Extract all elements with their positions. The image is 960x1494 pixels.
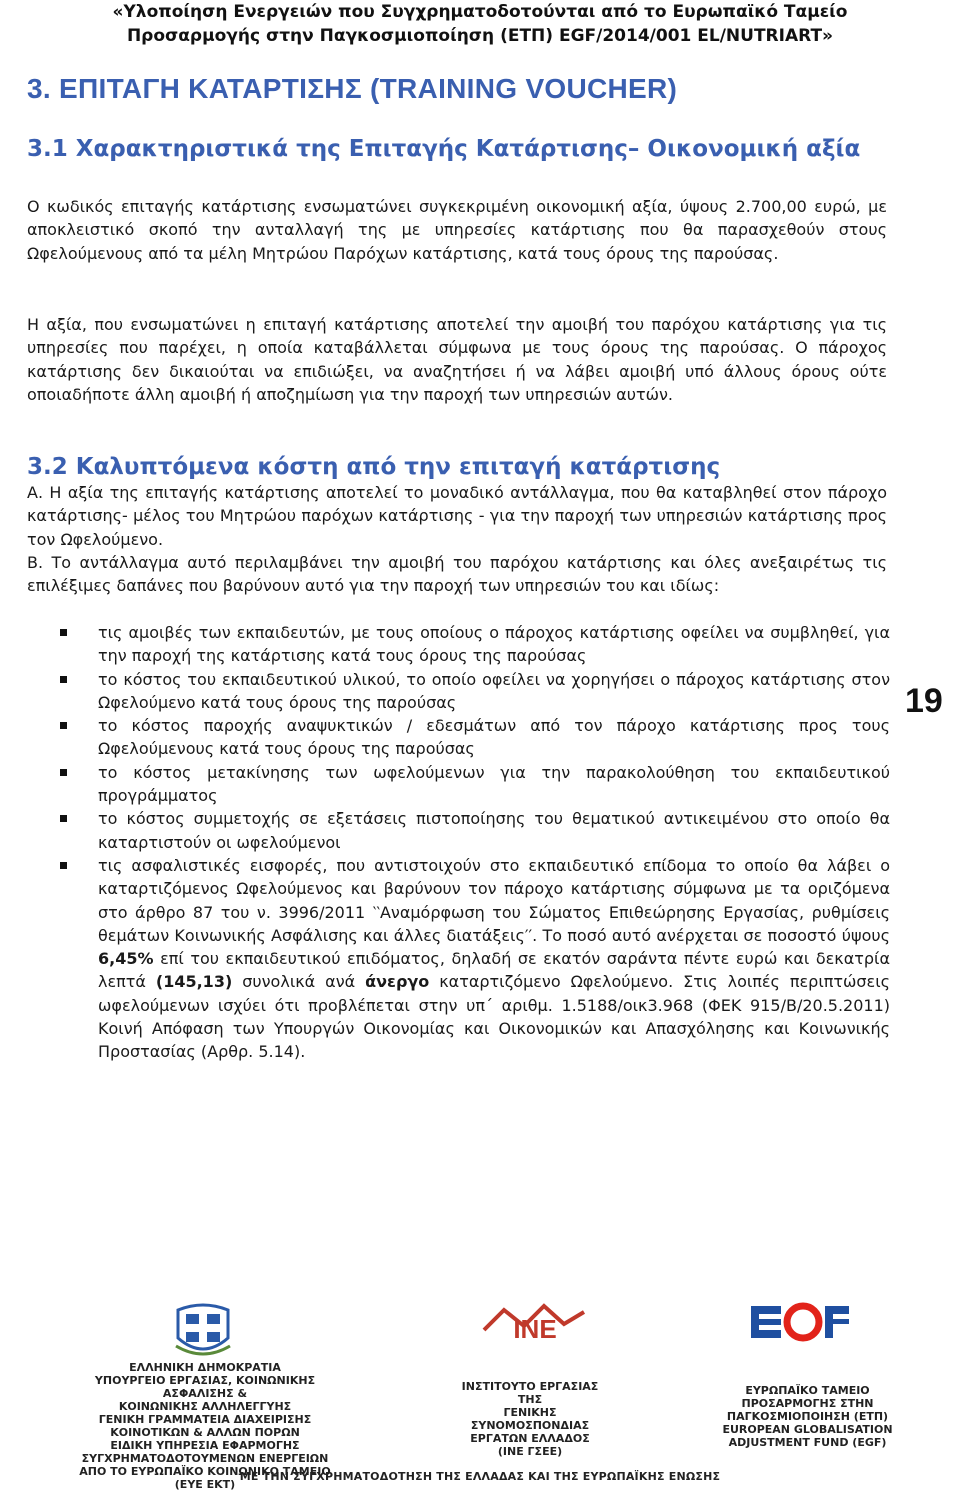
list-item [60,761,890,808]
list-item-insurance [60,854,890,1064]
ine-text-line: ΤΗΣ [517,1393,543,1406]
gov-text-line: ΕΙΔΙΚΗ ΥΠΗΡΕΣΙΑ ΕΦΑΡΜΟΓΗΣ [110,1439,300,1452]
insurance-percent: 6,45% [98,949,154,969]
paragraph-b: Β. Το αντάλλαγμα αυτό περιλαμβάνει την αμοιβή του παρόχου κατάρτισης και όλες ανεξαιρέτως τις επιλέξιμες δαπάνες που βαρύνουν αυτό για την παροχή των υπηρεσιών του και ιδίως: [27,553,887,596]
list-item [60,668,890,715]
ine-text-line: ΕΡΓΑΤΩΝ ΕΛΛΑΔΟΣ [470,1432,590,1445]
gov-text-line: ΣΥΓΧΡΗΜΑΤΟΔΟΤΟΥΜΕΝΩΝ ΕΝΕΡΓΕΙΩΝ [81,1452,329,1465]
insurance-text-2: επί του εκπαιδευτικού επιδόματος, δηλαδή σε εκατόν σαράντα πέντε ευρώ και δεκατρία λεπτά [98,949,891,992]
document-header [0,0,960,48]
paragraph-a: Α. Η αξία της επιταγής κατάρτισης αποτελεί το μοναδικό αντάλλαγμα, που θα καταβληθεί στον πάροχο κατάρτισης- μέλος του Μητρώου παρόχων κατάρτισης - για την παροχή των υπηρεσιών κατάρτισης προς τον Ωφελούμενο. [27,483,887,549]
list-item [60,807,890,854]
gov-text-line: ΓΕΝΙΚΗ ΓΡΑΜΜΑΤΕΙΑ ΔΙΑΧΕΙΡΙΣΗΣ [98,1413,312,1426]
gov-text-line: ΚΟΙΝΟΤΙΚΩΝ & ΑΛΛΩΝ ΠΟΡΩΝ [110,1426,300,1439]
bullet-icon [60,815,67,822]
egf-text-line: ΕΥΡΩΠΑΪΚΟ ΤΑΜΕΙΟ [745,1384,870,1397]
covered-costs-list [60,621,890,1064]
section-3-2-title: 3.2 Καλυπτόμενα κόστη από την επιταγή κατάρτισης [27,454,721,480]
section-3-1-title: 3.1 Χαρακτηριστικά της Επιταγής Κατάρτισης– Οικονομική αξία [27,136,861,162]
gov-text-line: ΚΟΙΝΩΝΙΚΗΣ ΑΛΛΗΛΕΓΓΥΗΣ [118,1400,292,1413]
page-number: 19 [905,682,943,720]
egf-text-line: ADJUSTMENT FUND (EGF) [728,1436,887,1449]
greek-emblem-logo [172,1302,234,1358]
ine-text-line: ΓΕΝΙΚΗΣ [503,1406,557,1419]
bullet-icon [60,629,67,636]
insurance-text-3: συνολικά ανά [242,972,356,992]
insurance-text-1: τις ασφαλιστικές εισφορές, που αντιστοιχούν στο εκπαιδευτικό επίδομα το οποίο θα λάβει ο καταρτιζόμενος Ωφελούμενος και βαρύνουν τον πάροχο κατάρτισης σύμφωνα με τα οριζόμενα στο άρθρο 87 του ν. 3996/2011 ‵‵Αναμόρφωση του Σώματος Επιθεώρησης Εργασίας, ρυθμίσεις θεμάτων Κοινωνικής Ασφάλισης και άλλες διατάξεις′′. Το ποσό αυτό ανέρχεται σε ποσοστό ύψους [98,855,890,945]
section-3-title: 3. ΕΠΙΤΑΓΗ ΚΑΤΑΡΤΙΣΗΣ (TRAINING VOUCHER) [27,73,678,104]
cofunding-statement: ΜΕ ΤΗΝ ΣΥΓΧΡΗΜΑΤΟΔΟΤΗΣΗ ΤΗΣ ΕΛΛΑΔΑΣ ΚΑΙ ΤΗΣ ΕΥΡΩΠΑΪΚΗΣ ΕΝΩΣΗΣ [239,1470,721,1483]
egf-text-line: ΠΑΓΚΟΣΜΙΟΠΟΙΗΣΗ (ΕΤΠ) [726,1410,889,1423]
gov-text-line: ΑΠΟ ΤΟ ΕΥΡΩΠΑΪΚΟ ΚΟΙΝΩΝΙΚΟ ΤΑΜΕΙΟ [79,1465,331,1478]
list-item [60,714,890,761]
list-item-text: τις αμοιβές των εκπαιδευτών, με τους οποίους ο πάροχος κατάρτισης οφείλει να συμβληθεί, για την παροχή της κατάρτισης κατά τους όρους της παρούσας [98,623,890,666]
gov-text-line: (ΕΥΕ ΕΚΤ) [174,1478,236,1491]
bullet-icon [60,769,67,776]
gov-text-line: ΕΛΛΗΝΙΚΗ ΔΗΜΟΚΡΑΤΙΑ [129,1361,281,1374]
insurance-amount: (145,13) [155,972,233,992]
bullet-icon [60,862,67,869]
paragraph-voucher-value: Ο κωδικός επιταγής κατάρτισης ενσωματώνει συγκεκριμένη οικονομική αξία, ύψους 2.700,00 ευρώ, με αποκλειστικό σκοπό την ανταλλαγή της με υπηρεσίες κατάρτισης που θα παρασχεθούν στους Ωφελούμενους από τα μέλη Μητρώου Παρόχων κατάρτισης, κατά τους όρους της παρούσας. [27,197,887,263]
egf-logo [745,1300,855,1344]
egf-text-line: ΠΡΟΣΑΡΜΟΓΗΣ ΣΤΗΝ [741,1397,874,1410]
paragraph-voucher-fee: Η αξία, που ενσωματώνει η επιταγή κατάρτισης αποτελεί την αμοιβή του παρόχου κατάρτισης για τις υπηρεσίες που παρέχει, η οποία καταβάλλεται σύμφωνα με τους όρους της παρούσας. Ο πάροχος κατάρτισης δεν δικαιούται να επιδιώξει, να αναζητήσει ή να λάβει αμοιβή υπό άλλους όρους ούτε οποιαδήποτε άλλη αμοιβή ή αποζημίωση για την παροχή των υπηρεσιών αυτών. [27,315,887,404]
list-item-text: το κόστος μετακίνησης των ωφελούμενων για την παρακολούθηση του εκπαιδευτικού προγράμματος [98,762,890,806]
ine-logo [480,1300,590,1342]
bullet-icon [60,676,67,683]
insurance-text-4: καταρτιζόμενο Ωφελούμενο. Στις λοιπές περιπτώσεις ωφελούμενων ισχύει ότι προβλέπεται στην υπ΄ αριθμ. 1.5188/οικ3.968 (ΦΕΚ 915/Β/20.5.2011) Κοινή Απόφαση των Υπουργών Οικονομίας και Οικονομικών και Απασχόλησης και Κοινωνικής Προστασίας (Αρθρ. 5.14). [98,972,891,1062]
header-line-1: «Υλοποίηση Ενεργειών που Συγχρηματοδοτούνται από το Ευρωπαϊκό Ταμείο [112,2,848,22]
ine-text-line: (ΙΝΕ ΓΣΕΕ) [497,1445,563,1458]
insurance-unemployed: άνεργο [365,972,430,992]
ine-text-line: ΙΝΣΤΙΤΟΥΤΟ ΕΡΓΑΣΙΑΣ [461,1380,599,1393]
bullet-icon [60,722,67,729]
list-item-text: το κόστος συμμετοχής σε εξετάσεις πιστοποίησης του θεματικού αντικειμένου στο οποίο θα καταρτιστούν οι ωφελούμενοι [98,809,890,852]
ine-text-block [445,1380,615,1458]
ine-logo-text: INE [513,1314,557,1342]
egf-text-block [720,1384,895,1449]
list-item-text: το κόστος του εκπαιδευτικού υλικού, το οποίο οφείλει να χορηγήσει ο πάροχος κατάρτισης στον Ωφελούμενο κατά τους όρους της παρούσας [98,669,890,712]
gov-text-line: ΥΠΟΥΡΓΕΙΟ ΕΡΓΑΣΙΑΣ, ΚΟΙΝΩΝΙΚΗΣ ΑΣΦΑΛΙΣΗΣ & [94,1374,316,1400]
ine-text-line: ΣΥΝΟΜΟΣΠΟΝΔΙΑΣ [470,1419,590,1432]
list-item-text: το κόστος παροχής αναψυκτικών / εδεσμάτων από τον πάροχο κατάρτισης προς τους Ωφελούμενους κατά τους όρους της παρούσας [98,716,890,759]
list-item [60,621,890,668]
header-line-2: Προσαρμογής στην Παγκοσμιοποίηση (ΕΤΠ) EGF/2014/001 EL/NUTRIART» [126,26,834,46]
egf-text-line: EUROPEAN GLOBALISATION [722,1423,893,1436]
